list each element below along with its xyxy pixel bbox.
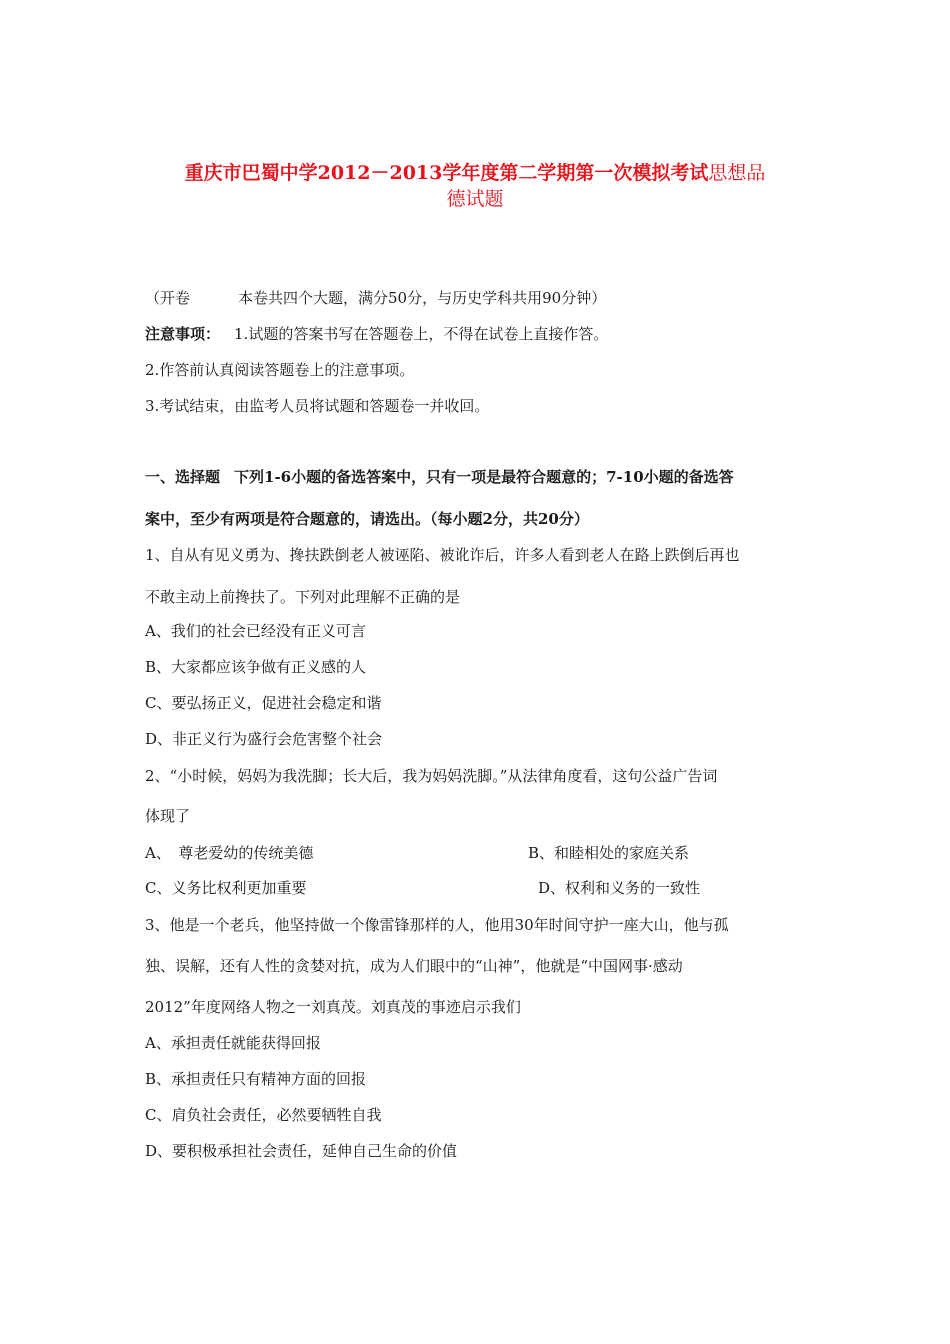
q2-stem-line-1: 2、“小时候，妈妈为我洗脚；长大后，我为妈妈洗脚。”从法律角度看，这句公益广告词 [145, 767, 718, 785]
exam-info-open: （开卷 [145, 289, 191, 307]
q2-option-b: B、和睦相处的家庭关系 [528, 844, 690, 862]
q1-option-c: C、要弘扬正义，促进社会稳定和谐 [145, 694, 382, 712]
q2-option-c: C、义务比权利更加重要 [145, 879, 307, 897]
notes-heading: 注意事项： [145, 325, 221, 343]
section1-instructions-line-1 [145, 467, 734, 487]
q2-stem-line-2: 体现了 [145, 807, 191, 825]
q1-option-d: D、非正义行为盛行会危害整个社会 [145, 730, 383, 748]
q2-option-a: A、 尊老爱幼的传统美德 [145, 844, 314, 862]
section1-label: 一、选择题 [145, 468, 221, 486]
exam-info-desc: 本卷共四个大题，满分50分，与历史学科共用90分钟） [238, 289, 607, 307]
notes-item-1: 1.试题的答案书写在答题卷上，不得在试卷上直接作答。 [234, 325, 609, 343]
q1-stem-line-1: 1、自从有见义勇为、搀扶跌倒老人被诬陷、被讹诈后，许多人看到老人在路上跌倒后再也 [145, 546, 740, 564]
notes-line-1 [145, 324, 608, 344]
q3-stem-line-1: 3、他是一个老兵，他坚持做一个像雷锋那样的人，他用30年时间守护一座大山，他与孤 [145, 916, 729, 934]
q3-option-d: D、要积极承担社会责任，延伸自己生命的价值 [145, 1142, 458, 1160]
q3-option-c: C、肩负社会责任，必然要牺牲自我 [145, 1106, 382, 1124]
notes-item-3: 3.考试结束，由监考人员将试题和答题卷一并收回。 [145, 397, 490, 415]
title-normal-part: 思想品 [708, 162, 766, 184]
section1-instructions-line-2: 案中，至少有两项是符合题意的，请选出。（每小题2分，共20分） [145, 510, 589, 528]
section1-instr-1: 下列1-6小题的备选答案中，只有一项是最符合题意的；7-10小题的备选答 [234, 468, 734, 486]
q1-option-a: A、我们的社会已经没有正义可言 [145, 622, 366, 640]
exam-info [145, 288, 606, 308]
q1-stem-line-2: 不敢主动上前搀扶了。下列对此理解不正确的是 [145, 588, 461, 606]
q3-stem-line-2: 独、误解，还有人性的贪婪对抗，成为人们眼中的“山神”，他就是“中国网事·感动 [145, 957, 683, 975]
notes-item-2: 2.作答前认真阅读答题卷上的注意事项。 [145, 361, 415, 379]
exam-title [120, 160, 830, 212]
q2-option-d: D、权利和义务的一致性 [538, 879, 701, 897]
q1-option-b: B、大家都应该争做有正义感的人 [145, 658, 367, 676]
q3-option-b: B、承担责任只有精神方面的回报 [145, 1070, 367, 1088]
q3-option-a: A、承担责任就能获得回报 [145, 1034, 321, 1052]
title-line-1 [120, 160, 830, 186]
q3-stem-line-3: 2012”年度网络人物之一刘真茂。刘真茂的事迹启示我们 [145, 998, 521, 1016]
title-bold-part: 重庆市巴蜀中学2012－2013学年度第二学期第一次模拟考试 [184, 162, 709, 184]
title-line-2: 德试题 [446, 188, 504, 210]
